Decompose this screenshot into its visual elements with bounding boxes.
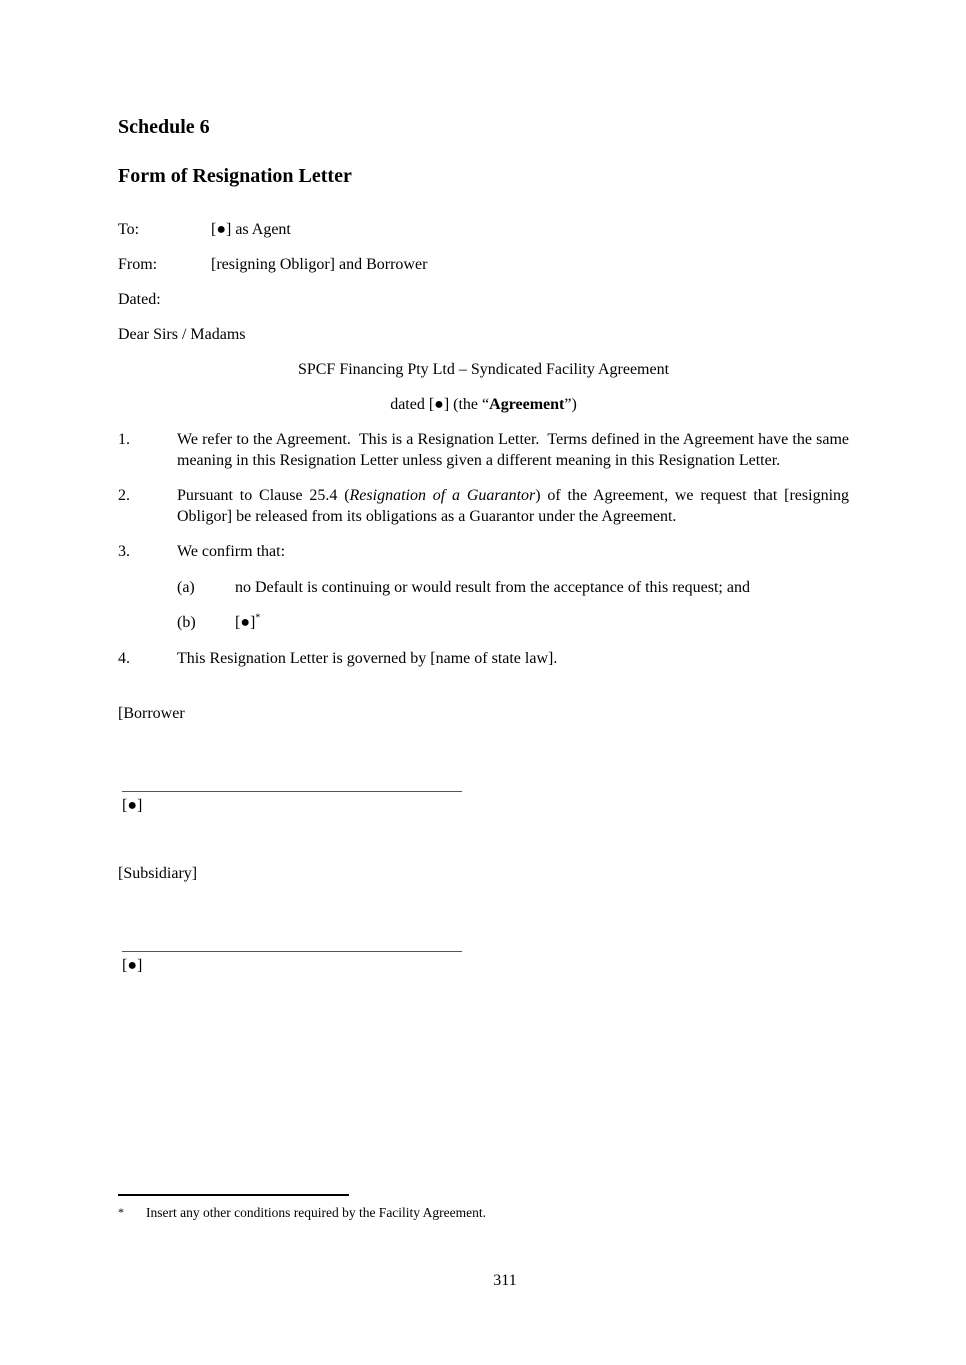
letterhead-to-row xyxy=(118,220,849,241)
dated-line-post: ”) xyxy=(564,396,577,413)
from-value: [resigning Obligor] and Borrower xyxy=(211,256,428,273)
clause-3a-text: no Default is continuing or would result from the acceptance of this request; and xyxy=(235,578,750,596)
clause-2 xyxy=(118,486,849,527)
dated-line-defined-term: Agreement xyxy=(489,396,565,413)
clause-2-number: 2. xyxy=(118,487,130,504)
clause-3b-placeholder: [●] xyxy=(235,614,256,631)
footnote-separator-rule xyxy=(118,1194,349,1196)
clause-4-number: 4. xyxy=(118,649,130,667)
clause-1-number: 1. xyxy=(118,431,130,448)
clause-1-text: We refer to the Agreement. This is a Resignation Letter. Terms defined in the Agreement have the same meaning in this Resignation Letter unless given a different meaning in this Resignation Letter. xyxy=(177,431,849,469)
clause-3b-text xyxy=(235,613,849,634)
clause-3b-letter: (b) xyxy=(177,614,196,631)
form-title-heading: Form of Resignation Letter xyxy=(118,165,352,187)
clause-4-text: This Resignation Letter is governed by [name of state law]. xyxy=(177,649,558,667)
letterhead-dated-row xyxy=(118,290,849,311)
clause-2-italic-term: Resignation of a Guarantor xyxy=(349,487,536,504)
to-value: [●] as Agent xyxy=(211,221,291,238)
clause-3a-letter: (a) xyxy=(177,578,195,596)
clause-1 xyxy=(118,430,849,471)
footnote-area xyxy=(118,1194,849,1221)
clause-3 xyxy=(118,542,849,563)
letterhead-from-row xyxy=(118,255,849,276)
clause-3-text: We confirm that: xyxy=(177,543,286,560)
salutation: Dear Sirs / Madams xyxy=(118,326,246,343)
footnote-text: Insert any other conditions required by the Facility Agreement. xyxy=(146,1205,487,1220)
signature-party-borrower: [Borrower xyxy=(118,705,185,722)
clause-2-post: ) of the Agreement, we request that [resigning Obligor] be released from its obligations as a Guarantor under the Agreement. xyxy=(177,487,850,525)
clause-2-pre: Pursuant to Clause 25.4 ( xyxy=(177,487,350,504)
signature-line-subsidiary: [●] xyxy=(122,951,462,977)
dated-line xyxy=(118,395,849,416)
footnote-marker: * xyxy=(118,1205,124,1219)
dated-line-pre: dated [●] (the “ xyxy=(390,396,490,413)
clause-2-text xyxy=(177,486,849,527)
page-number: 311 xyxy=(493,1272,517,1289)
clause-4 xyxy=(118,649,849,670)
clause-3a xyxy=(177,578,849,599)
clause-3-number: 3. xyxy=(118,543,130,560)
signature-line-borrower: [●] xyxy=(122,791,462,817)
to-label: To: xyxy=(118,221,140,238)
from-label: From: xyxy=(118,256,158,273)
footnote xyxy=(118,1204,849,1221)
signature-party-subsidiary: [Subsidiary] xyxy=(118,865,198,882)
footnote-reference: * xyxy=(255,612,261,624)
subject-line: SPCF Financing Pty Ltd – Syndicated Facility Agreement xyxy=(297,361,670,378)
dated-label: Dated: xyxy=(118,291,161,308)
clause-3b xyxy=(177,613,849,634)
schedule-heading: Schedule 6 xyxy=(118,116,210,138)
